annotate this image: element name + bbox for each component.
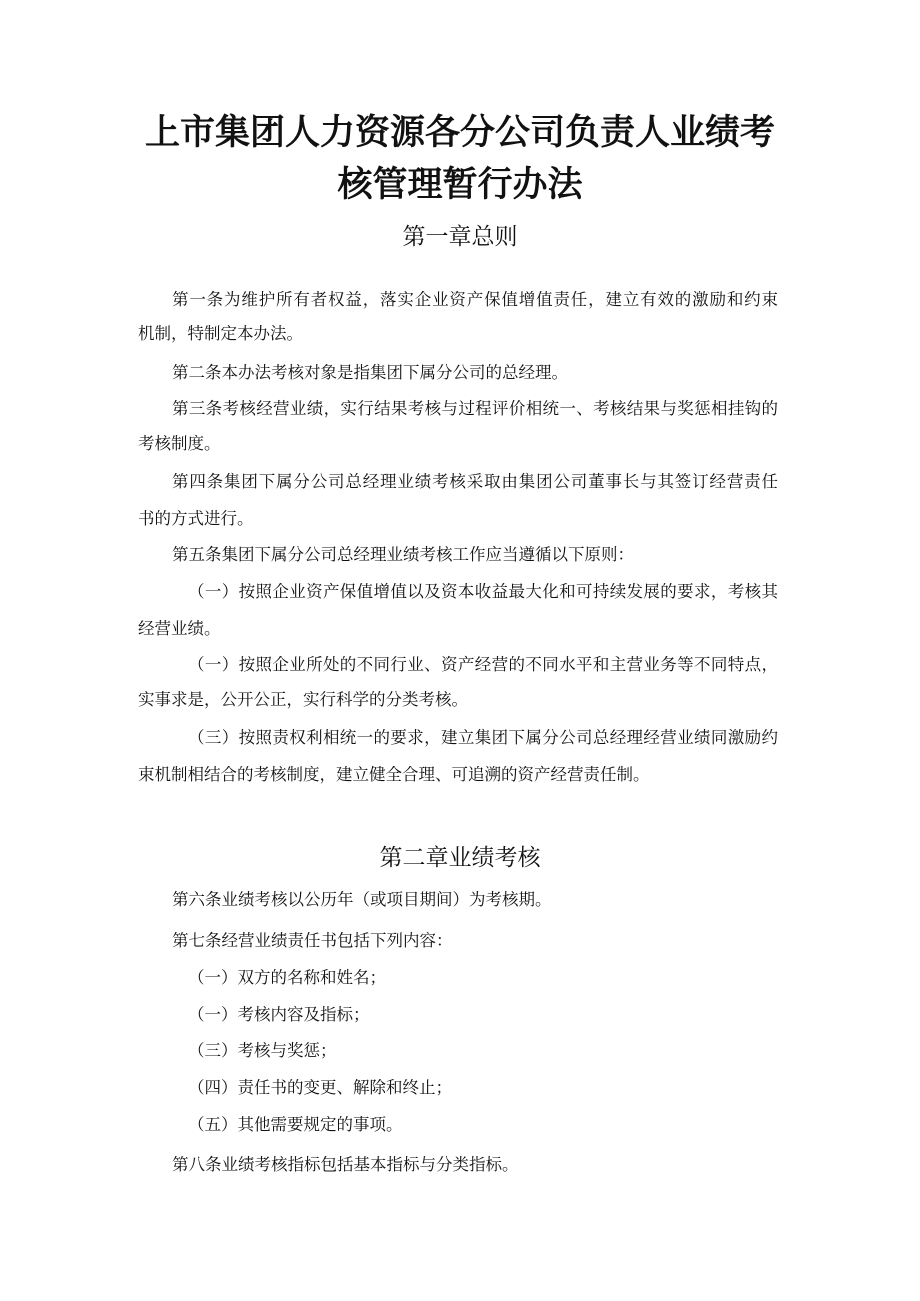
principle-2-line-1: （一）按照企业所处的不同行业、资产经营的不同水平和主营业务等不同特点， xyxy=(188,655,778,674)
content-item-4: （四）责任书的变更、解除和终止； xyxy=(188,1078,452,1097)
content-item-5: （五）其他需要规定的事项。 xyxy=(188,1115,403,1134)
article-8: 第八条业绩考核指标包括基本指标与分类指标。 xyxy=(172,1155,519,1174)
article-4-line-1: 第四条集团下属分公司总经理业绩考核采取由集团公司董事长与其签订经营责任 xyxy=(172,472,778,491)
document-title-line-2: 核管理暂行办法 xyxy=(337,165,583,205)
article-1-line-1: 第一条为维护所有者权益，落实企业资产保值增值责任，建立有效的激励和约束 xyxy=(172,290,778,309)
principle-2-line-2: 实事求是，公开公正，实行科学的分类考核。 xyxy=(138,690,468,709)
article-5: 第五条集团下属分公司总经理业绩考核工作应当遵循以下原则： xyxy=(172,545,634,564)
document-title-line-1: 上市集团人力资源各分公司负责人业绩考 xyxy=(144,113,775,153)
principle-3-line-1: （三）按照责权利相统一的要求，建立集团下属分公司总经理经营业绩同激励约 xyxy=(188,728,778,747)
content-item-1: （一）双方的名称和姓名； xyxy=(188,968,386,987)
chapter-1-heading: 第一章总则 xyxy=(402,224,518,250)
article-7: 第七条经营业绩责任书包括下列内容： xyxy=(172,931,453,950)
article-2: 第二条本办法考核对象是指集团下属分公司的总经理。 xyxy=(172,363,568,382)
content-item-3: （三）考核与奖惩； xyxy=(188,1041,337,1060)
article-3-line-1: 第三条考核经营业绩，实行结果考核与过程评价相统一、考核结果与奖惩相挂钩的 xyxy=(172,399,778,418)
article-1-line-2: 机制，特制定本办法。 xyxy=(138,324,303,343)
principle-1-line-1: （一）按照企业资产保值增值以及资本收益最大化和可持续发展的要求，考核其 xyxy=(188,582,778,601)
chapter-2-heading: 第二章业绩考核 xyxy=(379,845,541,871)
article-4-line-2: 书的方式进行。 xyxy=(138,509,254,528)
principle-3-line-2: 束机制相结合的考核制度，建立健全合理、可追溯的资产经营责任制。 xyxy=(138,765,650,784)
content-item-2: （一）考核内容及指标； xyxy=(188,1005,370,1024)
principle-1-line-2: 经营业绩。 xyxy=(138,619,221,638)
article-6: 第六条业绩考核以公历年（或项目期间）为考核期。 xyxy=(172,890,552,909)
article-3-line-2: 考核制度。 xyxy=(138,434,221,453)
